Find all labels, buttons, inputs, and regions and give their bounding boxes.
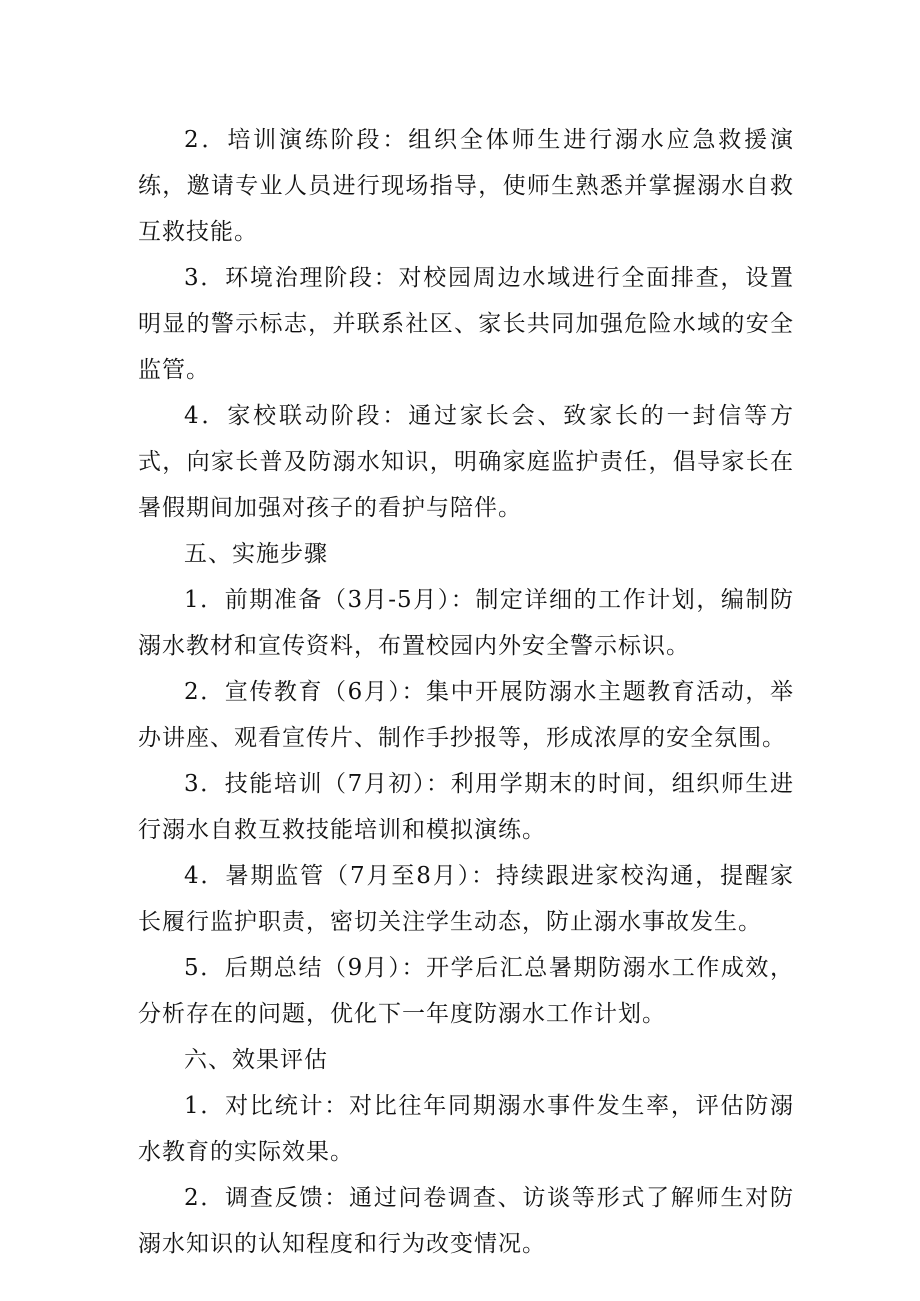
section-heading-effect-evaluation: 六、效果评估 xyxy=(184,1047,328,1073)
document-body xyxy=(138,117,794,1267)
paragraph-later-summary: 5．后期总结（9月）：开学后汇总暑期防溺水工作成效，分析存在的问题，优化下一年度防溺水工作计划。 xyxy=(138,955,794,1027)
paragraph-comparison-statistics: 1．对比统计：对比往年同期溺水事件发生率，评估防溺水教育的实际效果。 xyxy=(138,1093,794,1165)
paragraph-training-drill: 2．培训演练阶段：组织全体师生进行溺水应急救援演练，邀请专业人员进行现场指导，使师生熟悉并掌握溺水自救互救技能。 xyxy=(138,127,794,245)
section-heading-implementation-steps: 五、实施步骤 xyxy=(184,541,328,567)
paragraph-home-school-linkage: 4．家校联动阶段：通过家长会、致家长的一封信等方式，向家长普及防溺水知识，明确家庭监护责任，倡导家长在暑假期间加强对孩子的看护与陪伴。 xyxy=(138,403,794,521)
paragraph-environment-governance: 3．环境治理阶段：对校园周边水域进行全面排查，设置明显的警示标志，并联系社区、家长共同加强危险水域的安全监管。 xyxy=(138,265,794,383)
paragraph-survey-feedback: 2．调查反馈：通过问卷调查、访谈等形式了解师生对防溺水知识的认知程度和行为改变情况。 xyxy=(138,1185,794,1257)
paragraph-skill-training: 3．技能培训（7月初）：利用学期末的时间，组织师生进行溺水自救互救技能培训和模拟演练。 xyxy=(138,771,794,843)
paragraph-summer-supervision: 4．暑期监管（7月至8月）：持续跟进家校沟通，提醒家长履行监护职责，密切关注学生动态，防止溺水事故发生。 xyxy=(138,863,794,935)
paragraph-publicity-education: 2．宣传教育（6月）：集中开展防溺水主题教育活动，举办讲座、观看宣传片、制作手抄报等，形成浓厚的安全氛围。 xyxy=(138,679,794,751)
paragraph-preparation: 1．前期准备（3月-5月）：制定详细的工作计划，编制防溺水教材和宣传资料，布置校园内外安全警示标识。 xyxy=(138,587,794,659)
